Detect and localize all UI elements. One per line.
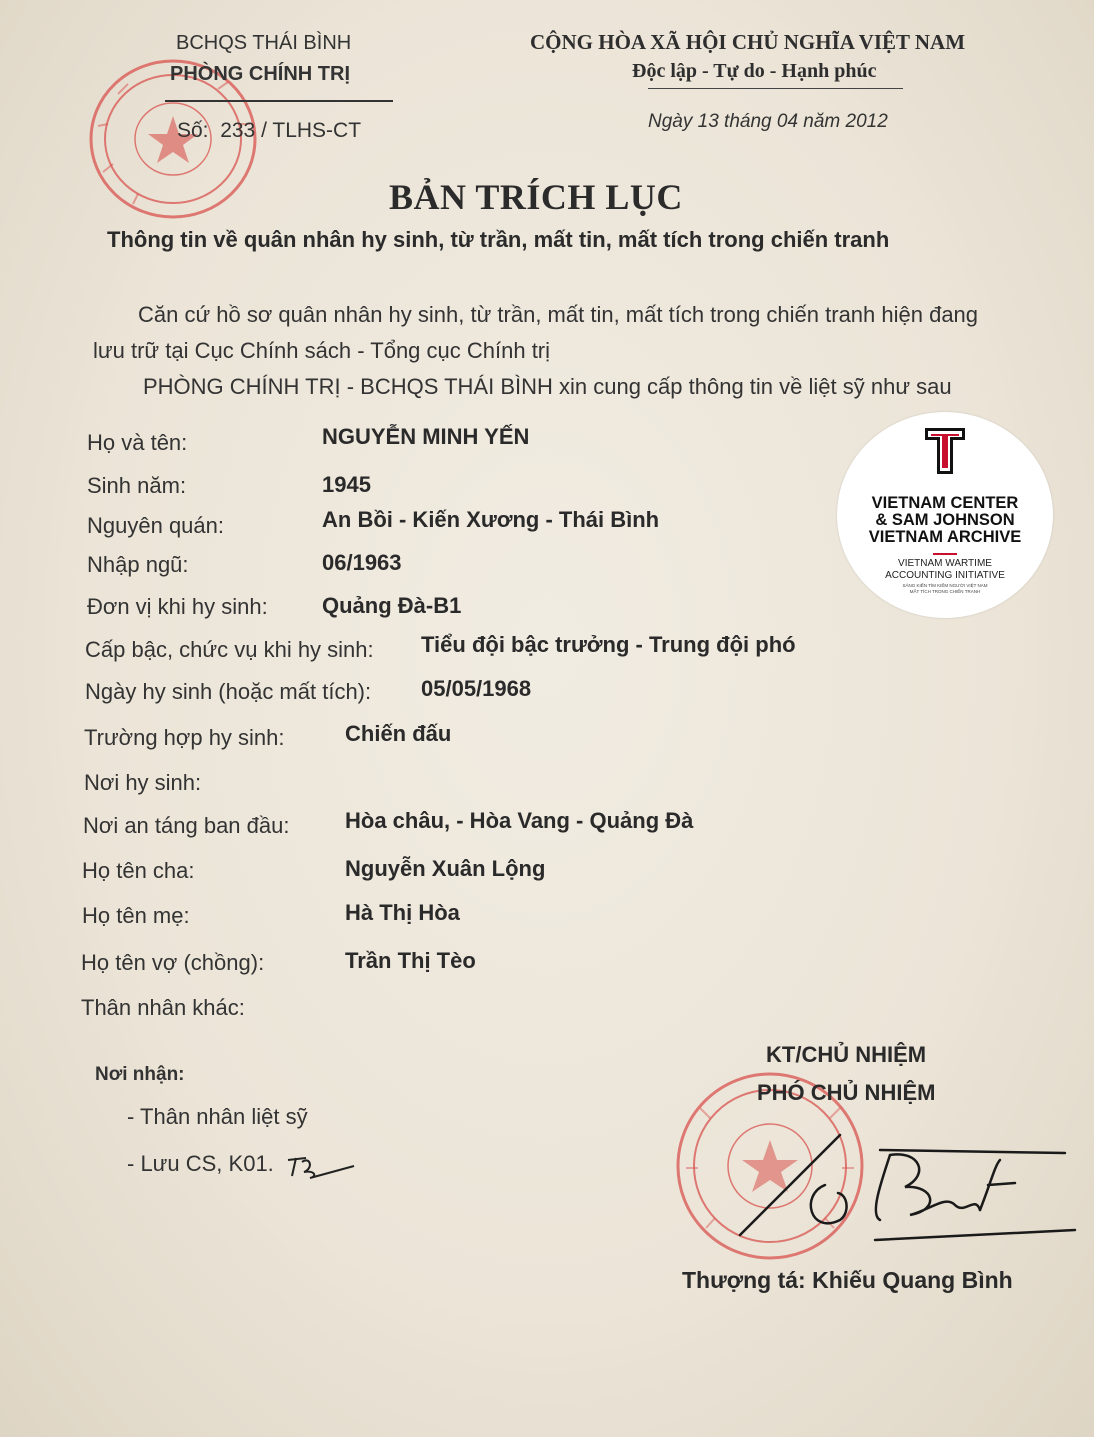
field-value-mother: Hà Thị Hòa — [345, 900, 460, 925]
field-label-name: Họ và tên: — [87, 430, 188, 455]
intro-line-1: Căn cứ hồ sơ quân nhân hy sinh, từ trần, mất tin, mất tích trong chiến tranh hiện đang — [138, 302, 979, 327]
field-value-name: NGUYỄN MINH YẾN — [322, 424, 530, 449]
document-date: Ngày 13 tháng 04 năm 2012 — [648, 111, 888, 132]
field-label-unit: Đơn vị khi hy sinh: — [87, 594, 268, 619]
signature-title-2: PHÓ CHỦ NHIỆM — [757, 1080, 936, 1105]
field-label-enlistment: Nhập ngũ: — [87, 552, 189, 577]
field-label-burial-place: Nơi an táng ban đầu: — [83, 813, 290, 838]
badge-sub-4: MẤT TÍCH TRONG CHIẾN TRANH — [909, 589, 981, 594]
document-number — [177, 119, 361, 143]
badge-line-3: VIETNAM ARCHIVE — [868, 528, 1022, 546]
field-value-hometown: An Bồi - Kiến Xương - Thái Bình — [322, 507, 660, 532]
agency-name: BCHQS THÁI BÌNH — [176, 32, 352, 54]
recipient-item: - Thân nhân liệt sỹ — [127, 1104, 308, 1129]
badge-divider — [933, 553, 957, 555]
field-label-death-date: Ngày hy sinh (hoặc mất tích): — [85, 679, 372, 704]
handwritten-initials — [284, 1148, 360, 1184]
field-value-birth-year: 1945 — [322, 472, 371, 497]
field-label-other-relatives: Thân nhân khác: — [81, 995, 245, 1020]
field-label-spouse: Họ tên vợ (chồng): — [81, 950, 265, 975]
badge-line-2: & SAM JOHNSON — [875, 511, 1015, 529]
handwritten-signature — [730, 1125, 1080, 1245]
field-value-enlistment: 06/1963 — [322, 550, 402, 575]
field-label-birth-year: Sinh năm: — [87, 473, 187, 498]
field-value-unit: Quảng Đà-B1 — [322, 593, 462, 618]
intro-line-3: PHÒNG CHÍNH TRỊ - BCHQS THÁI BÌNH xin cung cấp thông tin về liệt sỹ như sau — [143, 374, 952, 399]
signature-title-1: KT/CHỦ NHIỆM — [766, 1042, 927, 1067]
archive-watermark-badge — [837, 412, 1053, 618]
field-label-rank: Cấp bậc, chức vụ khi hy sinh: — [85, 637, 374, 662]
document-title: BẢN TRÍCH LỤC — [389, 177, 683, 217]
recipient-item: - Lưu CS, K01. — [127, 1151, 274, 1176]
number-label: Số: — [177, 119, 209, 142]
field-label-circumstance: Trường hợp hy sinh: — [84, 725, 285, 750]
badge-sub-3: SÁNG KIẾN TÌM KIẾM NGƯỜI VIỆT NAM — [902, 583, 988, 588]
field-value-father: Nguyễn Xuân Lộng — [345, 856, 546, 881]
field-value-rank: Tiểu đội bậc trưởng - Trung đội phó — [421, 632, 796, 657]
document-subtitle: Thông tin về quân nhân hy sinh, từ trần, mất tin, mất tích trong chiến tranh — [107, 227, 890, 252]
signer-name: Thượng tá: Khiếu Quang Bình — [682, 1267, 1013, 1293]
field-label-mother: Họ tên mẹ: — [82, 903, 190, 928]
department-name: PHÒNG CHÍNH TRỊ — [170, 63, 350, 85]
field-label-hometown: Nguyên quán: — [87, 513, 224, 538]
field-value-spouse: Trần Thị Tèo — [345, 948, 476, 973]
field-value-circumstance: Chiến đấu — [345, 721, 452, 746]
number-value: 233 / TLHS-CT — [220, 119, 362, 142]
double-t-logo-icon — [923, 426, 967, 476]
national-motto: Độc lập - Tự do - Hạnh phúc — [632, 60, 877, 82]
nation-title: CỘNG HÒA XÃ HỘI CHỦ NGHĨA VIỆT NAM — [530, 30, 966, 54]
badge-sub-2: ACCOUNTING INITIATIVE — [885, 570, 1005, 581]
header-divider — [165, 100, 393, 102]
recipients-title: Nơi nhận: — [95, 1064, 185, 1085]
field-value-death-date: 05/05/1968 — [421, 676, 532, 701]
badge-line-1: VIETNAM CENTER — [871, 494, 1019, 512]
motto-underline — [648, 88, 903, 89]
intro-line-2: lưu trữ tại Cục Chính sách - Tổng cục Chính trị — [93, 338, 551, 363]
field-value-burial-place: Hòa châu, - Hòa Vang - Quảng Đà — [345, 808, 694, 833]
field-label-father: Họ tên cha: — [82, 858, 195, 883]
badge-sub-1: VIETNAM WARTIME — [898, 558, 992, 569]
field-label-death-place: Nơi hy sinh: — [84, 770, 202, 795]
